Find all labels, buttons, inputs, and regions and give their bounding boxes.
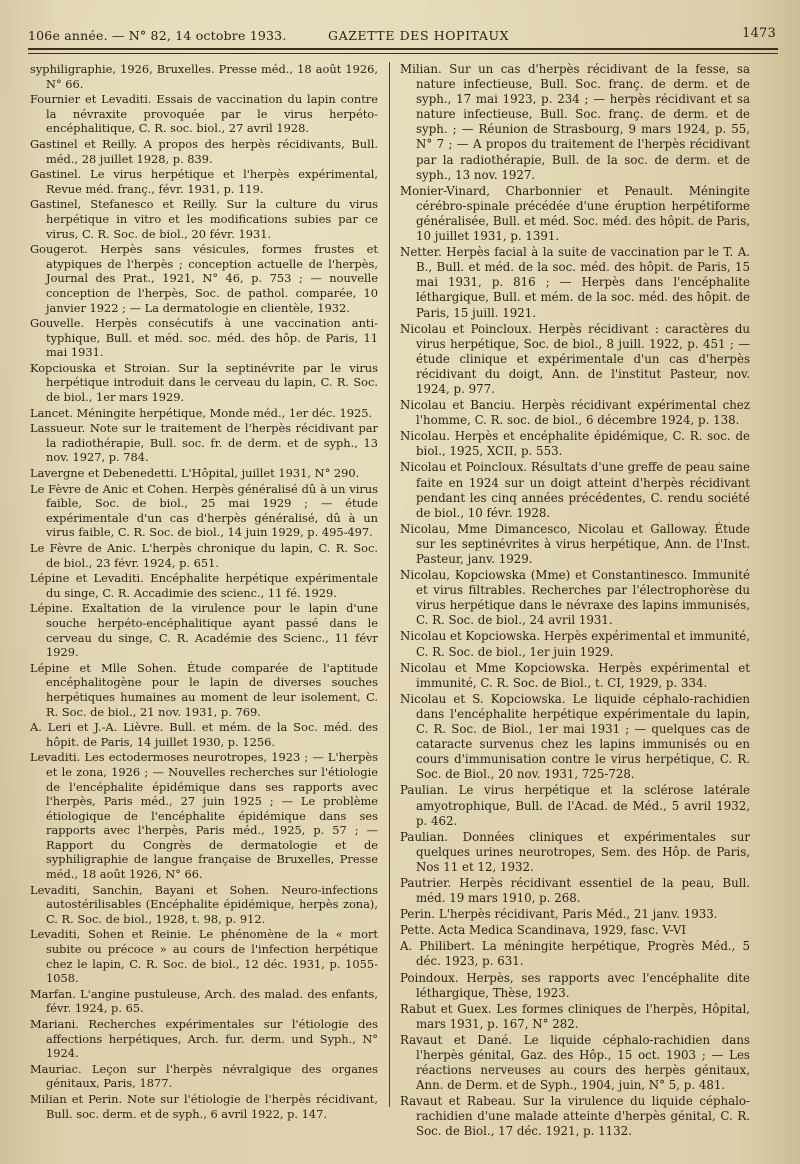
- reference-entry: Gougerot. Herpès sans vésicules, formes frustes et atypiques de l'herpès ; conception actuelle de l'herpès, Journal des Prat., 1921, N° 46, p. 753 ; — nouvelle conception de l'herpès, Soc. de pathol. comparée, 10 janvier 1922 ; — La dermatologie en clientèle, 1932.: [30, 242, 378, 315]
- reference-entry: Lépine. Exaltation de la virulence pour le lapin d'une souche herpéto-encéphalitique ayant passé dans le cerveau du singe, C. R. Académie des Scienc., 11 févr 1929.: [30, 601, 378, 660]
- reference-entry: Ravaut et Rabeau. Sur la virulence du liquide céphalo-rachidien d'une malade atteinte d'herpès génital, C. R. Soc. de Biol., 17 déc. 1921, p. 1132.: [400, 1094, 750, 1139]
- reference-entry: Levaditi, Sohen et Reinie. Le phénomène de la « mort subite ou précoce » au cours de l'infection herpétique chez le lapin, C. R. Soc. de biol., 12 déc. 1931, p. 1055-1058.: [30, 927, 378, 986]
- header-rule-thick: [28, 48, 778, 50]
- reference-entry: Nicolau, Kopciowska (Mme) et Constantinesco. Immunité et virus filtrables. Recherches par l'électrophorèse du virus herpétique dans le névraxe des lapins immunisés, C. R. Soc. de biol., 24 avril 1931.: [400, 568, 750, 628]
- right-column: [400, 62, 750, 1141]
- reference-entry: Nicolau et Mme Kopciowska. Herpès expérimental et immunité, C. R. Soc. de Biol., t. CI, 1929, p. 334.: [400, 660, 750, 690]
- reference-entry: Nicolau et Banciu. Herpès récidivant expérimental chez l'homme, C. R. soc. de biol., 6 décembre 1924, p. 138.: [400, 398, 750, 428]
- reference-entry: A. Philibert. La méningite herpétique, Progrès Méd., 5 déc. 1923, p. 631.: [400, 939, 750, 969]
- reference-entry: Lassueur. Note sur le traitement de l'herpès récidivant par la radiothérapie, Bull. soc. fr. de derm. et de syph., 13 nov. 1927, p. 784.: [30, 421, 378, 465]
- reference-entry: Le Fèvre de Anic. L'herpès chronique du lapin, C. R. Soc. de biol., 23 févr. 1924, p. 651.: [30, 541, 378, 570]
- reference-entry: Gouvelle. Herpès consécutifs à une vaccination anti-typhique, Bull. et méd. soc. méd. des hôp. de Paris, 11 mai 1931.: [30, 316, 378, 360]
- reference-entry: Rabut et Guex. Les formes cliniques de l'herpès, Hôpital, mars 1931, p. 167, N° 282.: [400, 1001, 750, 1031]
- page-number: 1473: [742, 26, 776, 41]
- reference-entry: syphiligraphie, 1926, Bruxelles. Presse méd., 18 août 1926, N° 66.: [30, 62, 378, 91]
- reference-entry: Netter. Herpès facial à la suite de vaccination par le T. A. B., Bull. et méd. de la soc. méd. des hôpit. de Paris, 15 mai 1931, p. 816 ; — Herpès dans l'encéphalite léthargique, Bull. et mém. de la soc. méd. des hôpit. de Paris, 15 juill. 1921.: [400, 245, 750, 320]
- reference-entry: A. Leri et J.-A. Lièvre. Bull. et mém. de la Soc. méd. des hôpit. de Paris, 14 juillet 1930, p. 1256.: [30, 720, 378, 749]
- reference-entry: Paulian. Le virus herpétique et la sclérose latérale amyotrophique, Bull. de l'Acad. de Méd., 5 avril 1932, p. 462.: [400, 783, 750, 828]
- reference-entry: Kopciouska et Stroian. Sur la septinévrite par le virus herpétique introduit dans le cerveau du lapin, C. R. Soc. de biol., 1er mars 1929.: [30, 360, 378, 405]
- reference-entry: Monier-Vinard, Charbonnier et Penault. Méningite cérébro-spinale précédée d'une éruption herpétiforme généralisée, Bull. et méd. Soc. méd. des hôpit. de Paris, 10 juillet 1931, p. 1391.: [400, 183, 750, 244]
- reference-entry: Pautrier. Herpès récidivant essentiel de la peau, Bull. méd. 19 mars 1910, p. 268.: [400, 875, 750, 906]
- reference-entry: Levaditi. Les ectodermoses neurotropes, 1923 ; — L'herpès et le zona, 1926 ; — Nouvelles recherches sur l'étiologie de l'encéphalite épidémique dans ses rapports avec l'herpès, Paris méd., 27 juin 1925 ; — Le problème étiologique de l'encéphalite épidémique dans ses rapports avec l'herpès, Paris méd., 1925, p. 57 ; — Rapport du Congrès de dermatologie et de syphiligraphie de langue française de Bruxelles, Presse méd., 18 août 1926, N° 66.: [30, 750, 378, 882]
- reference-entry: Fournier et Levaditi. Essais de vaccination du lapin contre la névraxite provoquée par le virus herpéto-encéphalitique, C. R. soc. biol., 27 avril 1928.: [30, 92, 378, 136]
- reference-entry: Nicolau. Herpès et encéphalite épidémique, C. R. soc. de biol., 1925, XCII, p. 553.: [400, 429, 750, 459]
- reference-entry: Mauriac. Leçon sur l'herpès névralgique des organes génitaux, Paris, 1877.: [30, 1061, 378, 1091]
- left-column: [30, 62, 378, 1122]
- reference-entry: Nicolau et Kopciowska. Herpès expérimental et immunité, C. R. Soc. de biol., 1er juin 1929.: [400, 629, 750, 659]
- reference-entry: Nicolau, Mme Dimancesco, Nicolau et Galloway. Étude sur les septinévrites à virus herpétique, Ann. de l'Inst. Pasteur, janv. 1929.: [400, 521, 750, 566]
- reference-entry: Lavergne et Debenedetti. L'Hôpital, juillet 1931, N° 290.: [30, 466, 360, 481]
- issue-info: 106e année. — N° 82, 14 octobre 1933.: [28, 28, 287, 43]
- reference-entry: Lépine et Mlle Sohen. Étude comparée de l'aptitude encéphalitogène pour le lapin de diverses souches herpétiques humaines au moment de leur isolement, C. R. Soc. de biol., 21 nov. 1931, p. 769.: [30, 660, 378, 719]
- journal-title: GAZETTE DES HOPITAUX: [328, 28, 510, 43]
- reference-entry: Gastinel, Stefanesco et Reilly. Sur la culture du virus herpétique in vitro et les modifications subies par ce virus, C. R. Soc. de biol., 20 févr. 1931.: [30, 197, 378, 241]
- reference-entry: Milian et Perin. Note sur l'étiologie de l'herpès récidivant, Bull. soc. derm. et de syph., 6 avril 1922, p. 147.: [30, 1091, 378, 1121]
- reference-entry: Nicolau et S. Kopciowska. Le liquide céphalo-rachidien dans l'encéphalite herpétique expérimentale du lapin, C. R. Soc. de Biol., 1er mai 1931 ; — quelques cas de cataracte survenus chez les lapins immunisés ou en cours d'immunisation contre le virus herpétique, C. R. Soc. de Biol., 20 nov. 1931, 725-728.: [400, 691, 750, 782]
- reference-entry: Marfan. L'angine pustuleuse, Arch. des malad. des enfants, févr. 1924, p. 65.: [30, 986, 378, 1016]
- header-rule-thin: [28, 53, 778, 54]
- reference-entry: Paulian. Données cliniques et expérimentales sur quelques urines neurotropes, Sem. des Hôp. de Paris, Nos 11 et 12, 1932.: [400, 829, 750, 874]
- reference-entry: Gastinel et Reilly. A propos des herpès récidivants, Bull. méd., 28 juillet 1928, p. 839.: [30, 136, 378, 166]
- reference-entry: Perin. L'herpès récidivant, Paris Méd., 21 janv. 1933.: [400, 907, 718, 922]
- reference-entry: Nicolau et Poincloux. Herpès récidivant : caractères du virus herpétique, Soc. de biol., 8 juill. 1922, p. 451 ; — étude clinique et expérimentale d'un cas d'herpès récidivant du doigt, Ann. de l'institut Pasteur, nov. 1924, p. 977.: [400, 321, 750, 396]
- reference-entry: Gastinel. Le virus herpétique et l'herpès expérimental, Revue méd. franç., févr. 1931, p. 119.: [30, 167, 378, 196]
- page-header: [28, 22, 776, 50]
- reference-entry: Poindoux. Herpès, ses rapports avec l'encéphalite dite léthargique, Thèse, 1923.: [400, 970, 750, 1000]
- reference-entry: Mariani. Recherches expérimentales sur l'étiologie des affections herpétiques, Arch. fur. derm. und Syph., N° 1924.: [30, 1017, 378, 1061]
- reference-entry: Le Fèvre de Anic et Cohen. Herpès généralisé dû à un virus faible, Soc. de biol., 25 mai 1929 ; — étude expérimentale d'un cas d'herpès généralisé, dû à un virus faible, C. R. Soc. de biol., 14 juin 1929, p. 495-497.: [30, 481, 378, 540]
- reference-entry: Lancet. Méningite herpétique, Monde méd., 1er déc. 1925.: [30, 405, 373, 420]
- reference-entry: Nicolau et Poincloux. Résultats d'une greffe de peau saine faite en 1924 sur un doigt atteint d'herpès récidivant pendant les cinq années précédentes, C. rendu société de biol., 10 févr. 1928.: [400, 460, 750, 520]
- reference-entry: Pette. Acta Medica Scandinava, 1929, fasc. V-VI: [400, 923, 687, 938]
- reference-entry: Milian. Sur un cas d'herpès récidivant de la fesse, sa nature infectieuse, Bull. Soc. franç. de derm. et de syph., 17 mai 1923, p. 234 ; — herpès récidivant et sa nature infectieuse, Bull. Soc. franç. de derm. et de syph. ; — Réunion de Strasbourg, 9 mars 1924, p. 55, N° 7 ; — A propos du traitement de l'herpès récidivant par la radiothérapie, Bull. de la soc. de derm. et de syph., 13 nov. 1927.: [400, 62, 750, 182]
- column-divider: [389, 62, 390, 1107]
- reference-entry: Lépine et Levaditi. Encéphalite herpétique expérimentale du singe, C. R. Accadimie des scienc., 11 fé. 1929.: [30, 571, 378, 600]
- reference-entry: Levaditi, Sanchin, Bayani et Sohen. Neuro-infections autostérilisables (Encéphalite épidémique, herpès zona), C. R. Soc. de biol., 1928, t. 98, p. 912.: [30, 882, 378, 926]
- reference-entry: Ravaut et Dané. Le liquide céphalo-rachidien dans l'herpès génital, Gaz. des Hôp., 15 oct. 1903 ; — Les réactions nerveuses au cours des herpès génitaux, Ann. de Derm. et de Syph., 1904, juin, N° 5, p. 481.: [400, 1032, 750, 1093]
